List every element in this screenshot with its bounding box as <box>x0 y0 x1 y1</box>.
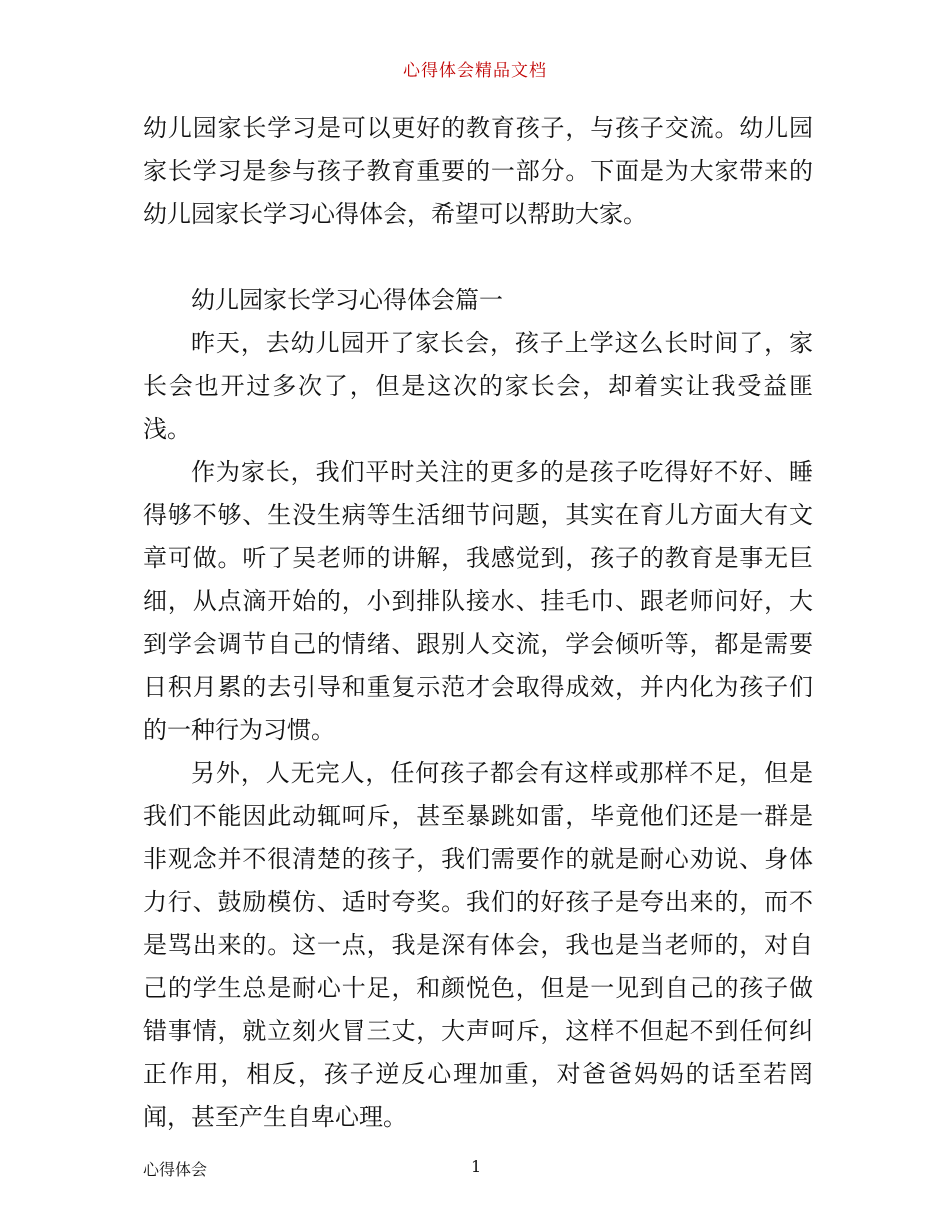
page-number: 1 <box>471 1157 482 1176</box>
body-paragraph-3: 另外，人无完人，任何孩子都会有这样或那样不足，但是我们不能因此动辄呵斥，甚至暴跳如雷，毕竟他们还是一群是非观念并不很清楚的孩子，我们需要作的就是耐心劝说、身体力行、鼓励模仿、适时夸奖。我们的好孩子是夸出来的，而不是骂出来的。这一点，我是深有体会，我也是当老师的，对自己的学生总是耐心十足，和颜悦色，但是一见到自己的孩子做错事情，就立刻火冒三丈，大声呵斥，这样不但起不到任何纠正作用，相反，孩子逆反心理加重，对爸爸妈妈的话至若罔闻，甚至产生自卑心理。 <box>143 759 813 1131</box>
body-paragraph-1: 昨天，去幼儿园开了家长会，孩子上学这么长时间了，家长会也开过多次了，但是这次的家长会，却着实让我受益匪浅。 <box>143 329 813 443</box>
intro-paragraph: 幼儿园家长学习是可以更好的教育孩子，与孩子交流。幼儿园家长学习是参与孩子教育重要的一部分。下面是为大家带来的幼儿园家长学习心得体会，希望可以帮助大家。 <box>143 114 813 228</box>
document-body <box>143 107 813 1139</box>
document-header-title: 心得体会精品文档 <box>403 61 547 81</box>
footer-label: 心得体会 <box>143 1160 208 1179</box>
section-title: 幼儿园家长学习心得体会篇一 <box>191 286 503 314</box>
body-paragraph-2: 作为家长，我们平时关注的更多的是孩子吃得好不好、睡得够不够、生没生病等生活细节问题，其实在育儿方面大有文章可做。听了吴老师的讲解，我感觉到，孩子的教育是事无巨细，从点滴开始的，小到排队接水、挂毛巾、跟老师问好，大到学会调节自己的情绪、跟别人交流，学会倾听等，都是需要日积月累的去引导和重复示范才会取得成效，并内化为孩子们的一种行为习惯。 <box>143 458 813 744</box>
